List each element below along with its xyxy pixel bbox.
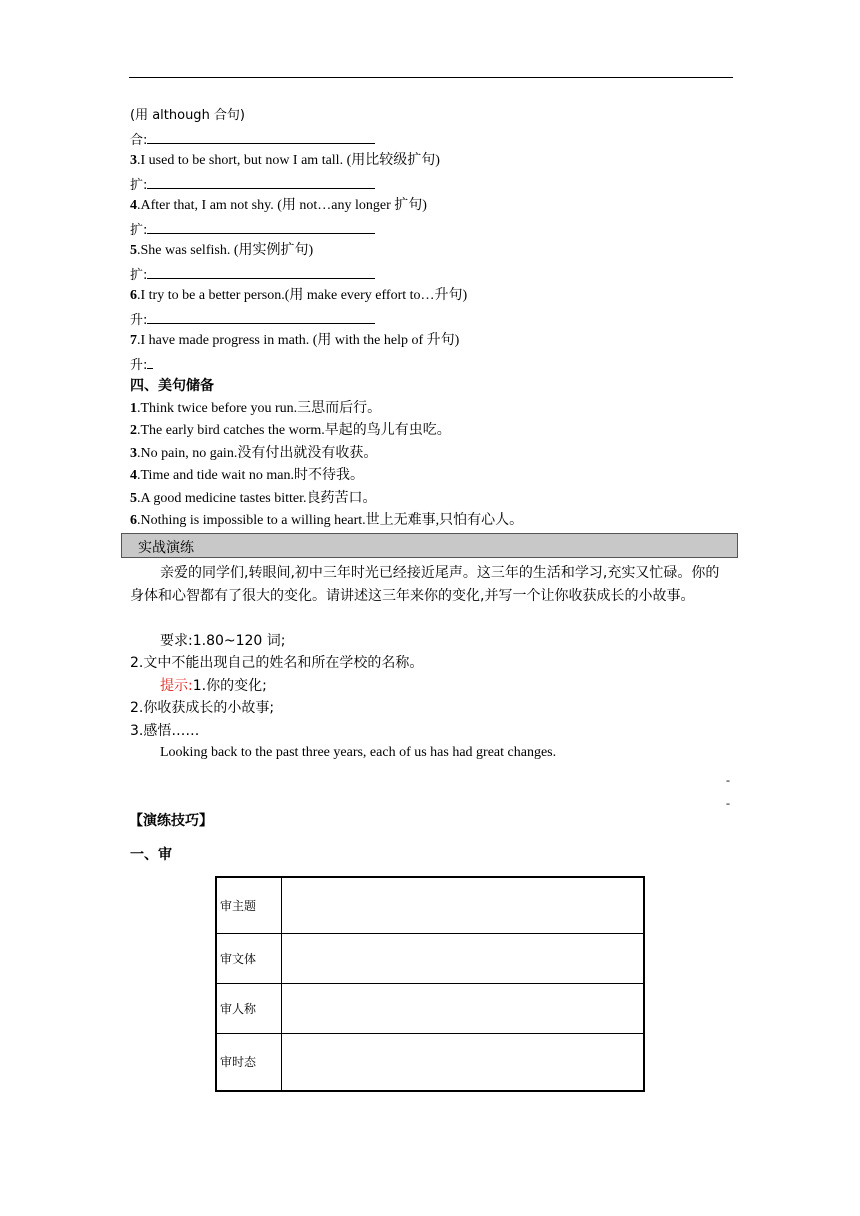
sentence-item: 2.The early bird catches the worm.早起的鸟儿有虫吃。 — [130, 423, 451, 438]
sentence-item: 4.Time and tide wait no man.时不待我。 — [130, 468, 364, 483]
sentence-item: 5.A good medicine tastes bitter.良药苦口。 — [130, 491, 377, 506]
answer-cell[interactable] — [282, 983, 645, 1033]
exercise-5: 5.She was selfish. (用实例扩句) — [130, 243, 314, 258]
review-table — [215, 876, 645, 1092]
sentence-item: 1.Think twice before you run.三思而后行。 — [130, 401, 382, 416]
exercise-4: 4.After that, I am not shy. (用 not…any longer 扩句) — [130, 198, 427, 213]
hint-2: 2.你收获成长的小故事; — [130, 700, 275, 716]
requirement-2: 2.文中不能出现自己的姓名和所在学校的名称。 — [130, 655, 424, 671]
answer-blank[interactable] — [147, 129, 375, 144]
exercise-7: 7.I have made progress in math. (用 with the help of 升句) — [130, 333, 460, 348]
answer-blank[interactable] — [147, 219, 375, 234]
answer-cell[interactable] — [282, 1033, 645, 1091]
row-label: 审主题 — [216, 877, 282, 933]
table-row — [216, 933, 644, 983]
table-row — [216, 983, 644, 1033]
row-label: 审文体 — [216, 933, 282, 983]
requirement-1: 要求:1.80~120 词; — [160, 633, 286, 649]
banner-title: 实战演练 — [138, 540, 194, 556]
practice-intro: 亲爱的同学们,转眼间,初中三年时光已经接近尾声。这三年的生活和学习,充实又忙碌。你的身体和心智都有了很大的变化。请讲述这三年来你的变化,并写一个让你收获成长的小故事。 — [130, 565, 720, 604]
instruction-line: (用 although 合句) — [130, 108, 246, 123]
answer-cell[interactable] — [282, 933, 645, 983]
header-rule — [129, 77, 733, 78]
answer-blank[interactable] — [147, 174, 375, 189]
sentence-item: 3.No pain, no gain.没有付出就没有收获。 — [130, 446, 378, 461]
answer-line: 扩: — [130, 174, 375, 196]
table-row — [216, 877, 644, 933]
table-row — [216, 1033, 644, 1091]
answer-line: 扩: — [130, 264, 375, 286]
row-label: 审人称 — [216, 983, 282, 1033]
answer-blank[interactable] — [147, 264, 375, 279]
answer-cell[interactable] — [282, 877, 645, 933]
answer-line: 合: — [130, 129, 375, 151]
row-label: 审时态 — [216, 1033, 282, 1091]
answer-line: 升: — [130, 309, 375, 331]
practice-banner — [121, 533, 738, 558]
sentence-item: 6.Nothing is impossible to a willing heart.世上无难事,只怕有心人。 — [130, 513, 524, 528]
tips-title: 【演练技巧】 — [129, 813, 213, 829]
dash-mark: - — [726, 796, 730, 810]
exercise-3: 3.I used to be short, but now I am tall. (用比较级扩句) — [130, 153, 440, 168]
opening-sentence: Looking back to the past three years, each of us has had great changes. — [160, 745, 557, 760]
answer-blank[interactable] — [147, 309, 375, 324]
answer-blank[interactable] — [147, 354, 153, 369]
dash-mark: - — [726, 773, 730, 787]
tips-subtitle: 一、审 — [130, 847, 172, 863]
answer-line: 扩: — [130, 219, 375, 241]
section-title: 四、美句储备 — [130, 378, 214, 394]
hint-3: 3.感悟…… — [130, 723, 200, 739]
hint-1: 提示:1.你的变化; — [160, 678, 267, 694]
exercise-6: 6.I try to be a better person.(用 make every effort to…升句) — [130, 288, 468, 303]
answer-line: 升: — [130, 354, 153, 376]
